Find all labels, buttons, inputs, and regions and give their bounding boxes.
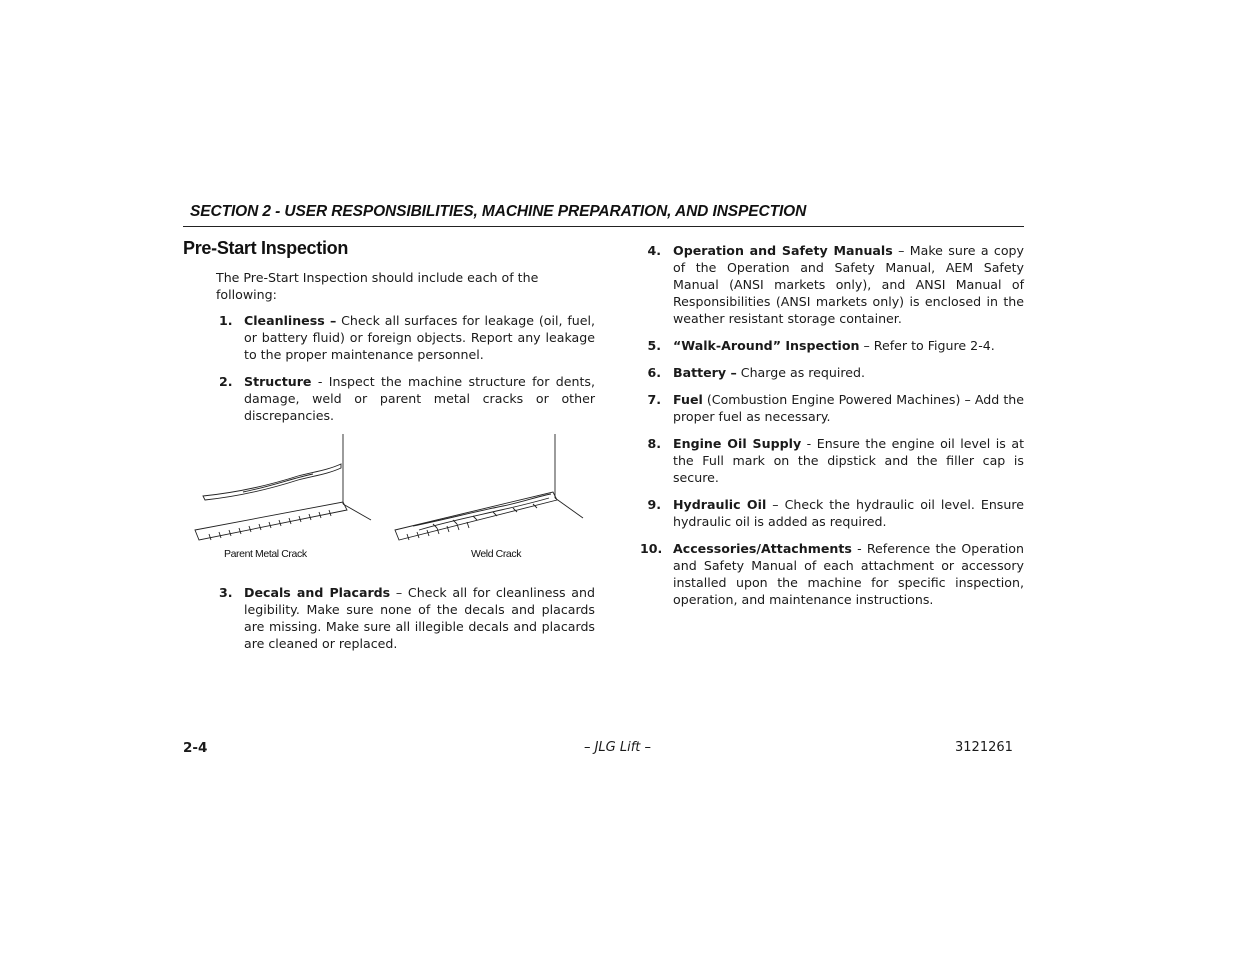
- item-body: [673, 391, 1024, 425]
- list-item-battery: [640, 364, 1024, 381]
- item-text: - Reference the Operation and Safety Manual of each attachment or accessory installed upon the machine for specific inspection, operation, and maintenance instructions.: [673, 541, 1024, 607]
- footer-title: – JLG Lift –: [583, 740, 652, 755]
- item-title: Fuel: [673, 392, 703, 407]
- item-body: [673, 496, 1024, 530]
- list-item-walk-around: [640, 337, 1024, 354]
- item-text: – Refer to Figure 2-4.: [859, 338, 995, 353]
- item-body: [673, 435, 1024, 486]
- item-title: Engine Oil Supply: [673, 436, 802, 451]
- crack-figure: [183, 434, 595, 574]
- item-text: Check all surfaces for leakage (oil, fuel, or battery fluid) or foreign objects. Report any leakage to the proper maintenance personnel.: [244, 313, 595, 362]
- item-number: 5.: [647, 338, 661, 353]
- item-title: Cleanliness –: [244, 313, 337, 328]
- item-text: - Ensure the engine oil level is at the Full mark on the dipstick and the filler cap is secure.: [673, 436, 1025, 485]
- item-text: - Inspect the machine structure for dents, damage, weld or parent metal cracks or other discrepancies.: [244, 374, 595, 423]
- item-number: 6.: [647, 365, 661, 380]
- item-number: 10.: [640, 541, 663, 556]
- item-number: 2.: [219, 374, 233, 389]
- list-item-hydraulic-oil: [640, 496, 1024, 530]
- item-body: [673, 337, 1024, 354]
- item-title: “Walk-Around” Inspection: [673, 338, 860, 353]
- list-item-structure: [183, 373, 595, 424]
- right-column: [640, 242, 1024, 618]
- list-item-cleanliness: [183, 312, 595, 363]
- item-body: [673, 242, 1024, 327]
- item-body: [244, 373, 595, 424]
- item-title: Decals and Placards: [244, 585, 391, 600]
- item-body: [673, 540, 1024, 608]
- item-title: Structure: [244, 374, 312, 389]
- item-title: Accessories/Attachments: [673, 541, 852, 556]
- item-text: – Check the hydraulic oil level. Ensure hydraulic oil is added as required.: [673, 497, 1024, 529]
- document-number: 3121261: [955, 740, 1013, 755]
- page-number: 2-4: [183, 740, 208, 756]
- list-item-engine-oil: [640, 435, 1024, 486]
- item-number: 4.: [647, 243, 661, 258]
- item-number: 1.: [219, 313, 233, 328]
- list-item-manuals: [640, 242, 1024, 327]
- header-rule: [183, 226, 1024, 227]
- item-text: (Combustion Engine Powered Machines) – Add the proper fuel as necessary.: [673, 392, 1024, 424]
- item-number: 8.: [647, 436, 661, 451]
- item-number: 7.: [647, 392, 661, 407]
- item-body: [244, 584, 595, 652]
- list-item-fuel: [640, 391, 1024, 425]
- item-number: 3.: [219, 585, 233, 600]
- list-item-accessories: [640, 540, 1024, 608]
- left-column: [183, 240, 595, 662]
- weld-crack-drawing: [395, 434, 583, 540]
- item-text: – Check all for cleanliness and legibility. Make sure none of the decals and placards are missing. Make sure all illegible decals and placards are cleaned or replaced.: [244, 585, 595, 651]
- caption-parent-metal-crack: Parent Metal Crack: [224, 548, 307, 560]
- parent-metal-crack-drawing: [195, 434, 371, 540]
- page-heading: Pre-Start Inspection: [183, 238, 349, 258]
- caption-weld-crack: Weld Crack: [471, 548, 522, 560]
- item-title: Battery –: [673, 365, 737, 380]
- item-title: Hydraulic Oil: [673, 497, 767, 512]
- item-text: Charge as required.: [736, 365, 866, 380]
- intro-text: The Pre-Start Inspection should include each of the following:: [216, 270, 539, 302]
- section-header: SECTION 2 - USER RESPONSIBILITIES, MACHINE PREPARATION, AND INSPECTION: [190, 203, 807, 220]
- list-item-decals: [183, 584, 595, 652]
- item-body: [673, 364, 1024, 381]
- item-body: [244, 312, 595, 363]
- item-number: 9.: [647, 497, 661, 512]
- item-title: Operation and Safety Manuals: [673, 243, 893, 258]
- item-text: – Make sure a copy of the Operation and Safety Manual, AEM Safety Manual (ANSI markets only), and ANSI Manual of Responsibilities (ANSI markets only) is enclosed in the weather resistant storage container.: [673, 243, 1024, 326]
